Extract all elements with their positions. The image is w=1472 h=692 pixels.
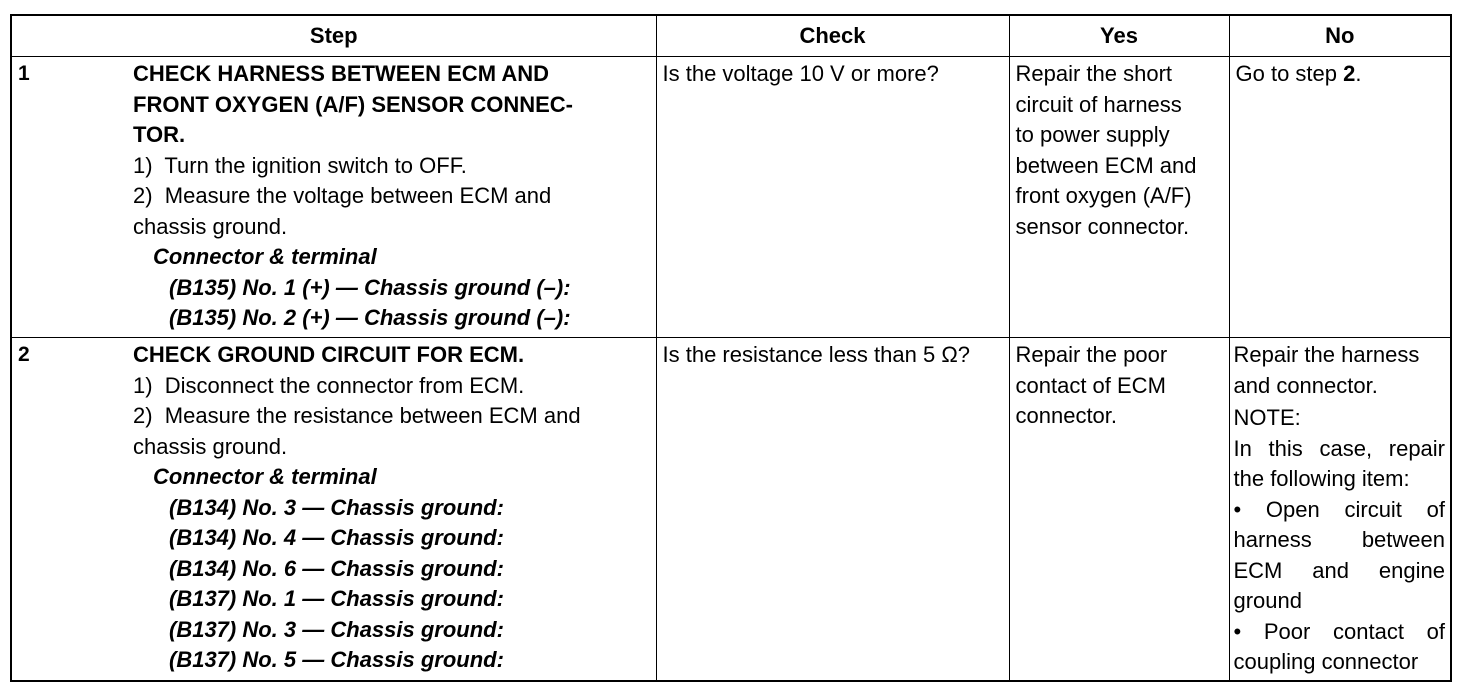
- step-title-line: CHECK GROUND CIRCUIT FOR ECM.: [133, 342, 525, 367]
- step-body: [133, 59, 656, 334]
- connector-terminal: (B134) No. 4 — Chassis ground:: [169, 525, 504, 550]
- no-cell: [1229, 57, 1451, 338]
- no-cell: [1229, 338, 1451, 681]
- connector-terminal: (B134) No. 3 — Chassis ground:: [169, 494, 504, 520]
- connector-heading: Connector & terminal: [153, 244, 377, 269]
- header-yes: Yes: [1009, 15, 1229, 57]
- no-text: Go to step: [1235, 61, 1344, 86]
- header-step: Step: [11, 15, 656, 57]
- yes-action: [1010, 59, 1229, 242]
- yes-line: connector.: [1015, 403, 1118, 428]
- connector-terminal: (B134) No. 6 — Chassis ground:: [169, 555, 504, 581]
- no-action: [1230, 340, 1451, 401]
- step-title-line: FRONT OXYGEN (A/F) SENSOR CONNEC-: [133, 91, 574, 117]
- yes-line: Repair the poor: [1015, 342, 1168, 367]
- connector-terminal: (B135) No. 2 (+) — Chassis ground (–):: [169, 305, 571, 330]
- step-cell: [11, 338, 656, 681]
- note-bullet: • Poor contact of coupling connector: [1233, 618, 1445, 674]
- yes-line: contact of ECM: [1015, 372, 1166, 398]
- yes-action: [1010, 340, 1229, 432]
- yes-line: sensor connector.: [1015, 213, 1190, 239]
- step-body: [133, 340, 656, 676]
- step-reference: 2: [1343, 61, 1356, 86]
- yes-line: front oxygen (A/F): [1015, 183, 1192, 208]
- instruction-line: 1) Turn the ignition switch to OFF.: [133, 152, 467, 178]
- step-cell: [11, 57, 656, 338]
- check-cell: [656, 338, 1009, 681]
- check-question: Is the voltage 10 V or more?: [662, 61, 939, 86]
- table-row-step-1: [11, 57, 1451, 338]
- note-bullet: • Open circuit of harness between ECM and engine ground: [1233, 496, 1445, 613]
- step-number: 2: [18, 343, 30, 366]
- connector-terminal: (B137) No. 5 — Chassis ground:: [169, 647, 504, 672]
- yes-line: to power supply: [1015, 122, 1170, 147]
- note-text: In this case, repair the following item:: [1233, 435, 1445, 491]
- no-action: [1230, 59, 1451, 90]
- connector-terminal: (B137) No. 3 — Chassis ground:: [169, 616, 504, 642]
- no-line: and connector.: [1233, 372, 1378, 398]
- connector-heading: Connector & terminal: [153, 464, 377, 489]
- yes-line: Repair the short: [1015, 61, 1173, 86]
- step-number: 1: [18, 62, 30, 85]
- header-row: [11, 15, 1451, 57]
- instruction-line: chassis ground.: [133, 433, 288, 459]
- note-label: NOTE:: [1233, 405, 1301, 430]
- yes-cell: [1009, 338, 1229, 681]
- yes-line: between ECM and: [1015, 152, 1197, 178]
- check-cell: [656, 57, 1009, 338]
- step-title-line: TOR.: [133, 122, 186, 147]
- no-text-suffix: .: [1355, 61, 1362, 86]
- yes-line: circuit of harness: [1015, 91, 1182, 117]
- instruction-line: 2) Measure the resistance between ECM and: [133, 403, 581, 428]
- yes-cell: [1009, 57, 1229, 338]
- header-no: No: [1229, 15, 1451, 57]
- connector-terminal: (B135) No. 1 (+) — Chassis ground (–):: [169, 274, 571, 300]
- instruction-line: chassis ground.: [133, 213, 288, 239]
- header-check: Check: [656, 15, 1009, 57]
- diagnostic-table: [10, 14, 1452, 682]
- no-line: Repair the harness: [1233, 342, 1420, 367]
- instruction-line: 1) Disconnect the connector from ECM.: [133, 372, 525, 398]
- check-question: Is the resistance less than 5 Ω?: [662, 342, 970, 367]
- instruction-line: 2) Measure the voltage between ECM and: [133, 183, 552, 208]
- step-title-line: CHECK HARNESS BETWEEN ECM AND: [133, 61, 549, 86]
- connector-terminal: (B137) No. 1 — Chassis ground:: [169, 586, 504, 611]
- table-row-step-2: [11, 338, 1451, 681]
